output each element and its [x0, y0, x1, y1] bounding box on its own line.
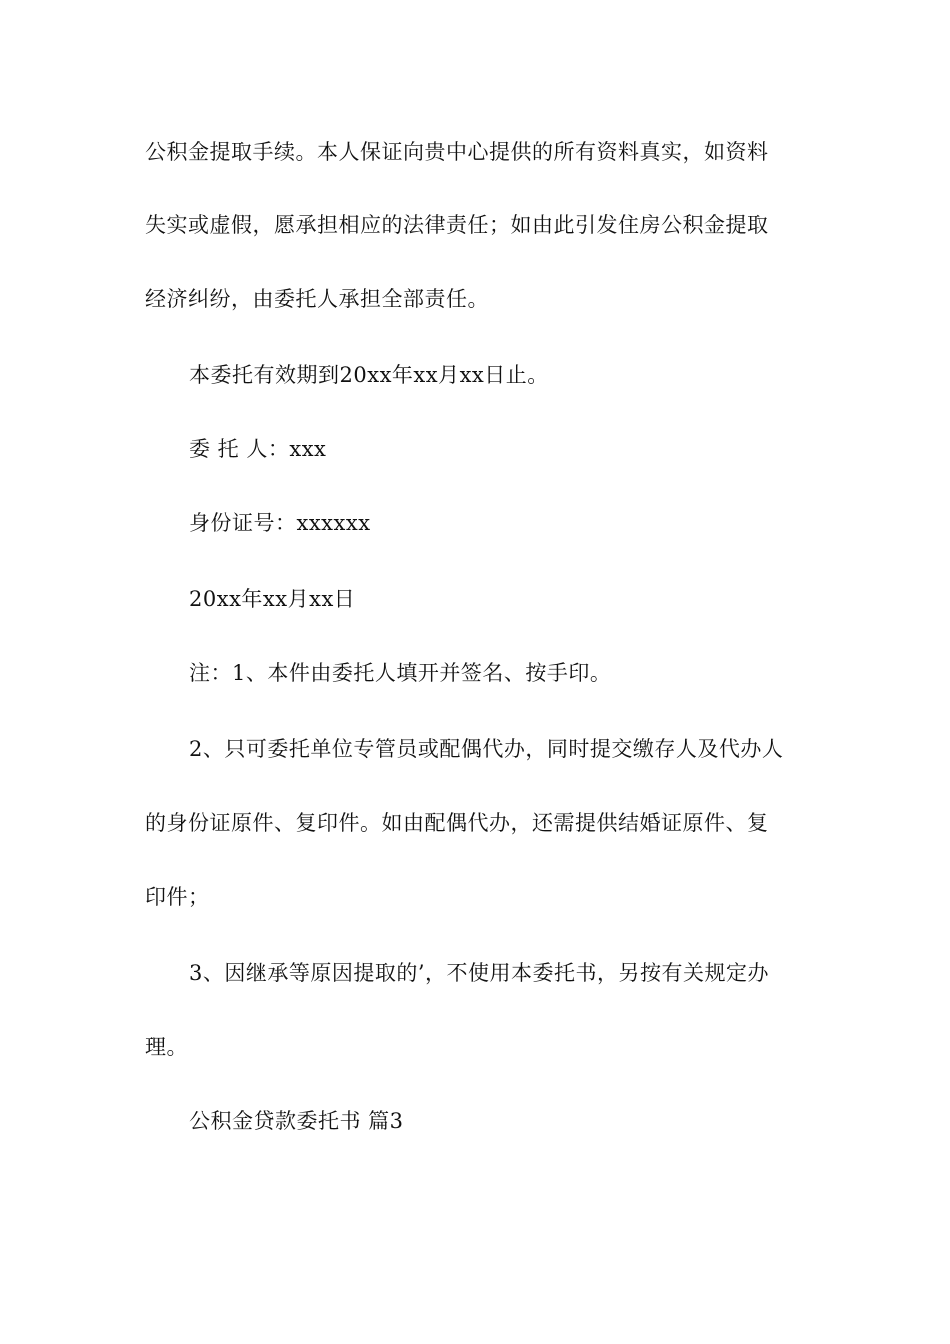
section-heading: 公积金贷款委托书 篇3: [189, 1109, 404, 1133]
paragraph-line-3: 经济纠纷，由委托人承担全部责任。: [145, 287, 489, 311]
id-number-line: 身份证号：xxxxxx: [189, 511, 371, 535]
paragraph-line-1: 公积金提取手续。本人保证向贵中心提供的所有资料真实，如资料: [145, 140, 769, 164]
note-3-line-2: 理。: [145, 1035, 188, 1059]
note-1-line: 注：1、本件由委托人填开并签名、按手印。: [189, 661, 612, 685]
note-2-line-3: 印件；: [145, 885, 210, 909]
validity-period-line: 本委托有效期到20xx年xx月xx日止。: [189, 363, 549, 387]
note-2-line-1: 2、只可委托单位专管员或配偶代办，同时提交缴存人及代办人: [189, 737, 784, 761]
paragraph-line-2: 失实或虚假，愿承担相应的法律责任；如由此引发住房公积金提取: [145, 213, 769, 237]
principal-line: 委 托 人：xxx: [189, 437, 327, 461]
date-line: 20xx年xx月xx日: [189, 587, 356, 611]
note-3-line-1: 3、因继承等原因提取的’，不使用本委托书，另按有关规定办: [189, 961, 770, 985]
note-2-line-2: 的身份证原件、复印件。如由配偶代办，还需提供结婚证原件、复: [145, 811, 769, 835]
